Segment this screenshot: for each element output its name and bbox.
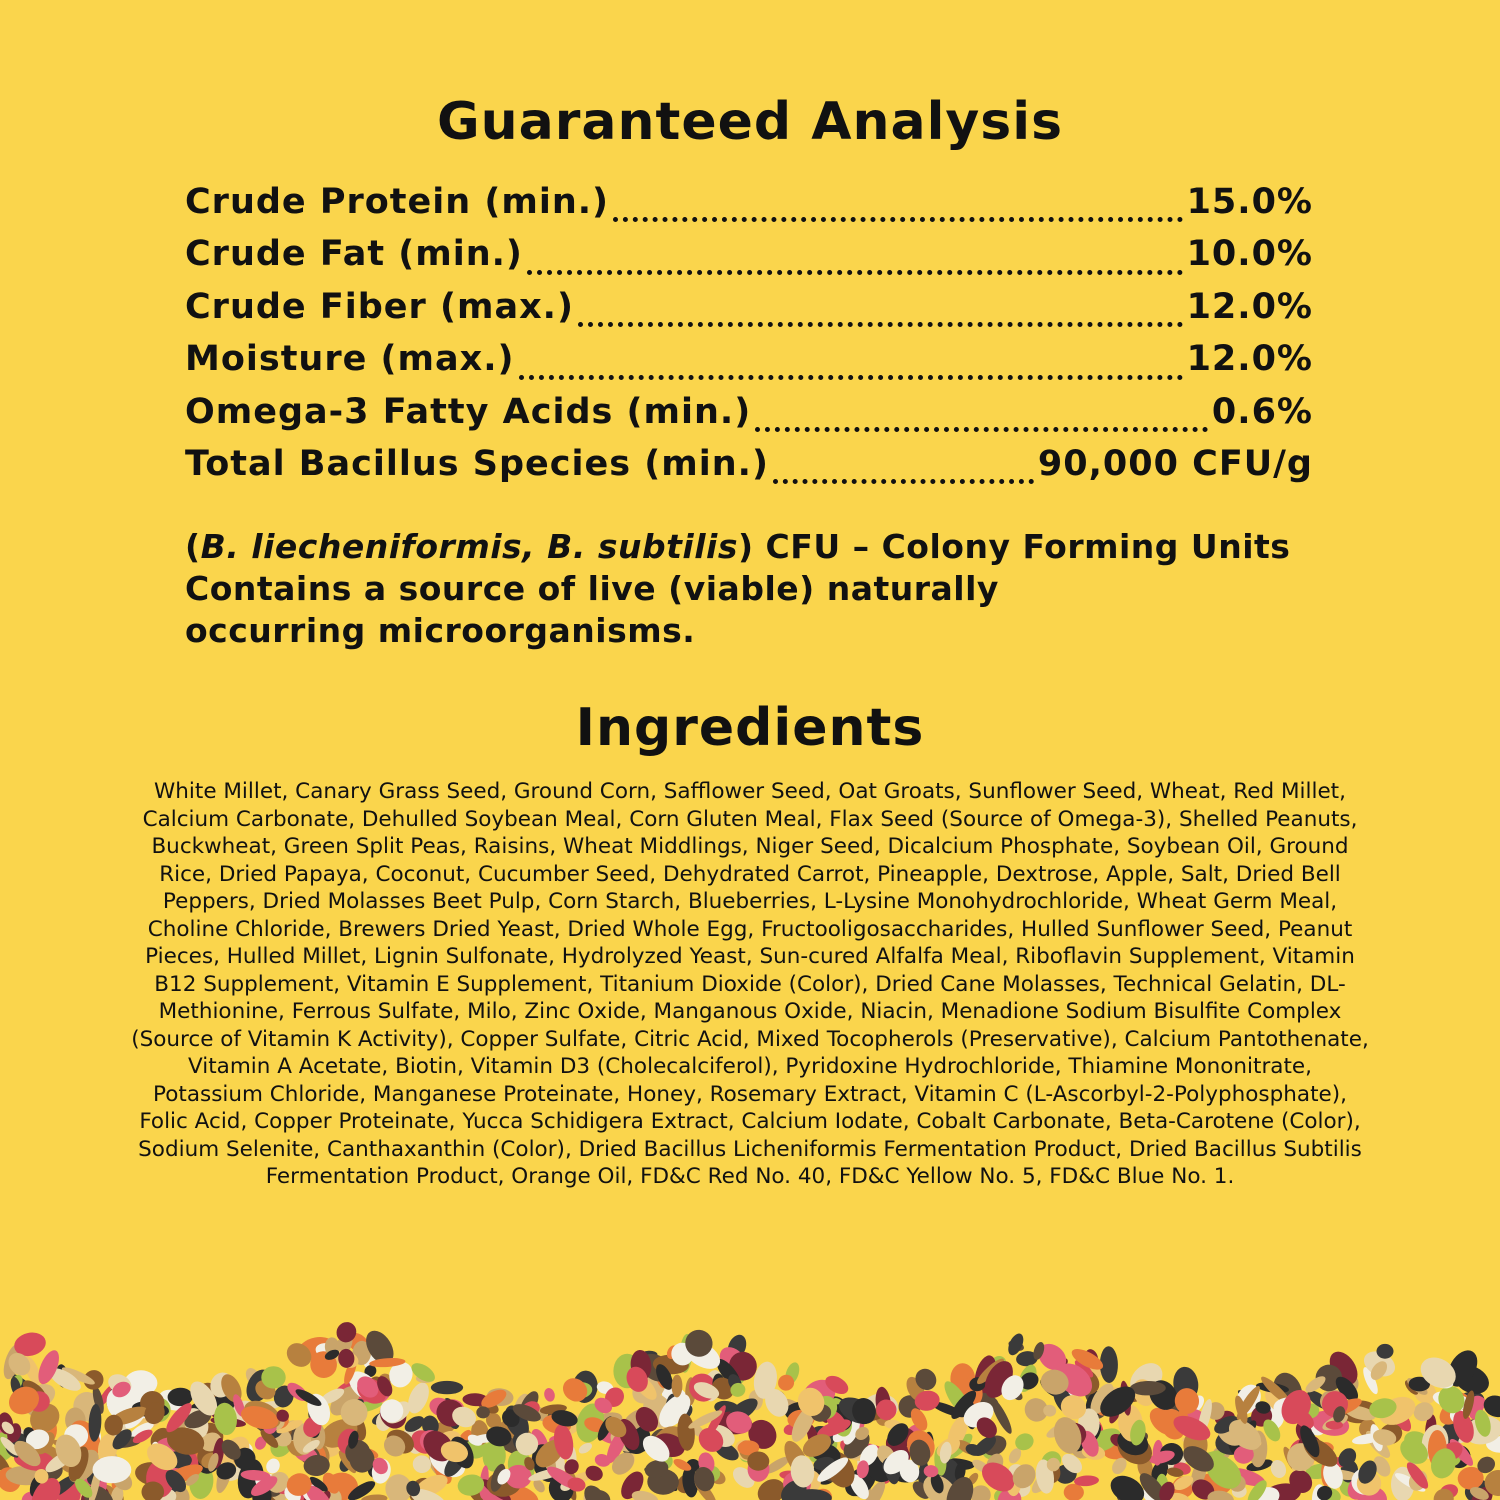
- analysis-row: [185, 339, 1313, 391]
- analysis-row: [185, 444, 1313, 496]
- analysis-row: [185, 392, 1313, 444]
- guaranteed-analysis-table: [185, 182, 1313, 496]
- seed-mix-image: [0, 1280, 1500, 1500]
- dot-leader: [755, 427, 1208, 432]
- analysis-value: 0.6%: [1211, 391, 1313, 432]
- analysis-value: 90,000 CFU/g: [1037, 443, 1313, 484]
- dot-leader: [519, 375, 1183, 380]
- analysis-value: 15.0%: [1186, 182, 1313, 222]
- analysis-label: Crude Fiber (max.): [185, 286, 574, 327]
- ingredients-title: Ingredients: [575, 698, 925, 758]
- seed-piece: [1064, 1484, 1084, 1500]
- seed-piece: [1377, 1344, 1394, 1359]
- seed-piece: [431, 1381, 463, 1394]
- ingredients-list: White Millet, Canary Grass Seed, Ground Corn, Safflower Seed, Oat Groats, Sunflower Seed, Wheat, Red Millet, Calcium Carbonate, Dehulled Soybean Meal, Corn Gluten Meal, Flax Seed (Source of Omega-3), Shelled Peanuts, Buckwheat, Green Split Peas, Raisins, Wheat Middlings, Niger Seed, Dicalcium Phosphate, Soybean Oil, Ground Rice, Dried Papaya, Coconut, Cucumber Seed, Dehydrated Carrot, Pineapple, Dextrose, Apple, Salt, Dried Bell Peppers, Dried Molasses Beet Pulp, Corn Starch, Blueberries, L-Lysine Monohydrochloride, Wheat Germ Meal, Choline Chloride, Brewers Dried Yeast, Dried Whole Egg, Fructooligosaccharides, Hulled Sunflower Seed, Peanut Pieces, Hulled Millet, Lignin Sulfonate, Hydrolyzed Yeast, Sun-cured Alfalfa Meal, Riboflavin Supplement, Vitamin B12 Supplement, Vitamin E Supplement, Titanium Dioxide (Color), Dried Cane Molasses, Technical Gelatin, DL-Methionine, Ferrous Sulfate, Milo, Zinc Oxide, Manganous Oxide, Niacin, Menadione Sodium Bisulfite Complex (Source of Vitamin K Activity), Copper Sulfate, Citric Acid, Mixed Tocopherols (Preservative), Calcium Pantothenate, Vitamin A Acetate, Biotin, Vitamin D3 (Cholecalciferol), Pyridoxine Hydrochloride, Thiamine Mononitrate, Potassium Chloride, Manganese Proteinate, Honey, Rosemary Extract, Vitamin C (L-Ascorbyl-2-Polyphosphate), Folic Acid, Copper Proteinate, Yucca Schidigera Extract, Calcium Iodate, Cobalt Carbonate, Beta-Carotene (Color), Sodium Selenite, Canthaxanthin (Color), Dried Bacillus Licheniformis Fermentation Product, Dried Bacillus Subtilis Fermentation Product, Orange Oil, FD&C Red No. 40, FD&C Yellow No. 5, FD&C Blue No. 1.: [131, 779, 1369, 1189]
- bacillus-species: B. liecheniformis, B. subtilis: [200, 527, 738, 566]
- analysis-label: Crude Protein (min.): [185, 182, 610, 222]
- guaranteed-analysis-title: Guaranteed Analysis: [436, 92, 1064, 152]
- seed-piece: [93, 1456, 132, 1483]
- analysis-label: Moisture (max.): [185, 339, 515, 380]
- analysis-label: Crude Fat (min.): [185, 234, 523, 275]
- dot-leader: [773, 479, 1034, 484]
- probiotic-note: [185, 526, 1325, 652]
- analysis-row: [185, 182, 1313, 234]
- dot-leader: [578, 322, 1183, 327]
- analysis-label: Omega-3 Fatty Acids (min.): [185, 391, 752, 432]
- dot-leader: [527, 270, 1183, 275]
- seed-piece: [1326, 1421, 1343, 1430]
- analysis-row: [185, 287, 1313, 339]
- seed-piece: [577, 1441, 594, 1456]
- note-line-3: occurring microorganisms.: [185, 611, 696, 650]
- analysis-value: 12.0%: [1186, 286, 1313, 327]
- analysis-row: [185, 234, 1313, 286]
- analysis-label: Total Bacillus Species (min.): [185, 443, 769, 484]
- note-line-2: Contains a source of live (viable) naturally: [185, 569, 999, 608]
- note-line-1: (B. liecheniformis, B. subtilis) CFU – Colony Forming Units: [185, 527, 1291, 566]
- dot-leader: [613, 217, 1183, 222]
- analysis-value: 10.0%: [1186, 234, 1313, 275]
- seed-piece: [543, 1387, 556, 1403]
- analysis-value: 12.0%: [1186, 339, 1313, 380]
- seed-piece: [261, 1366, 285, 1388]
